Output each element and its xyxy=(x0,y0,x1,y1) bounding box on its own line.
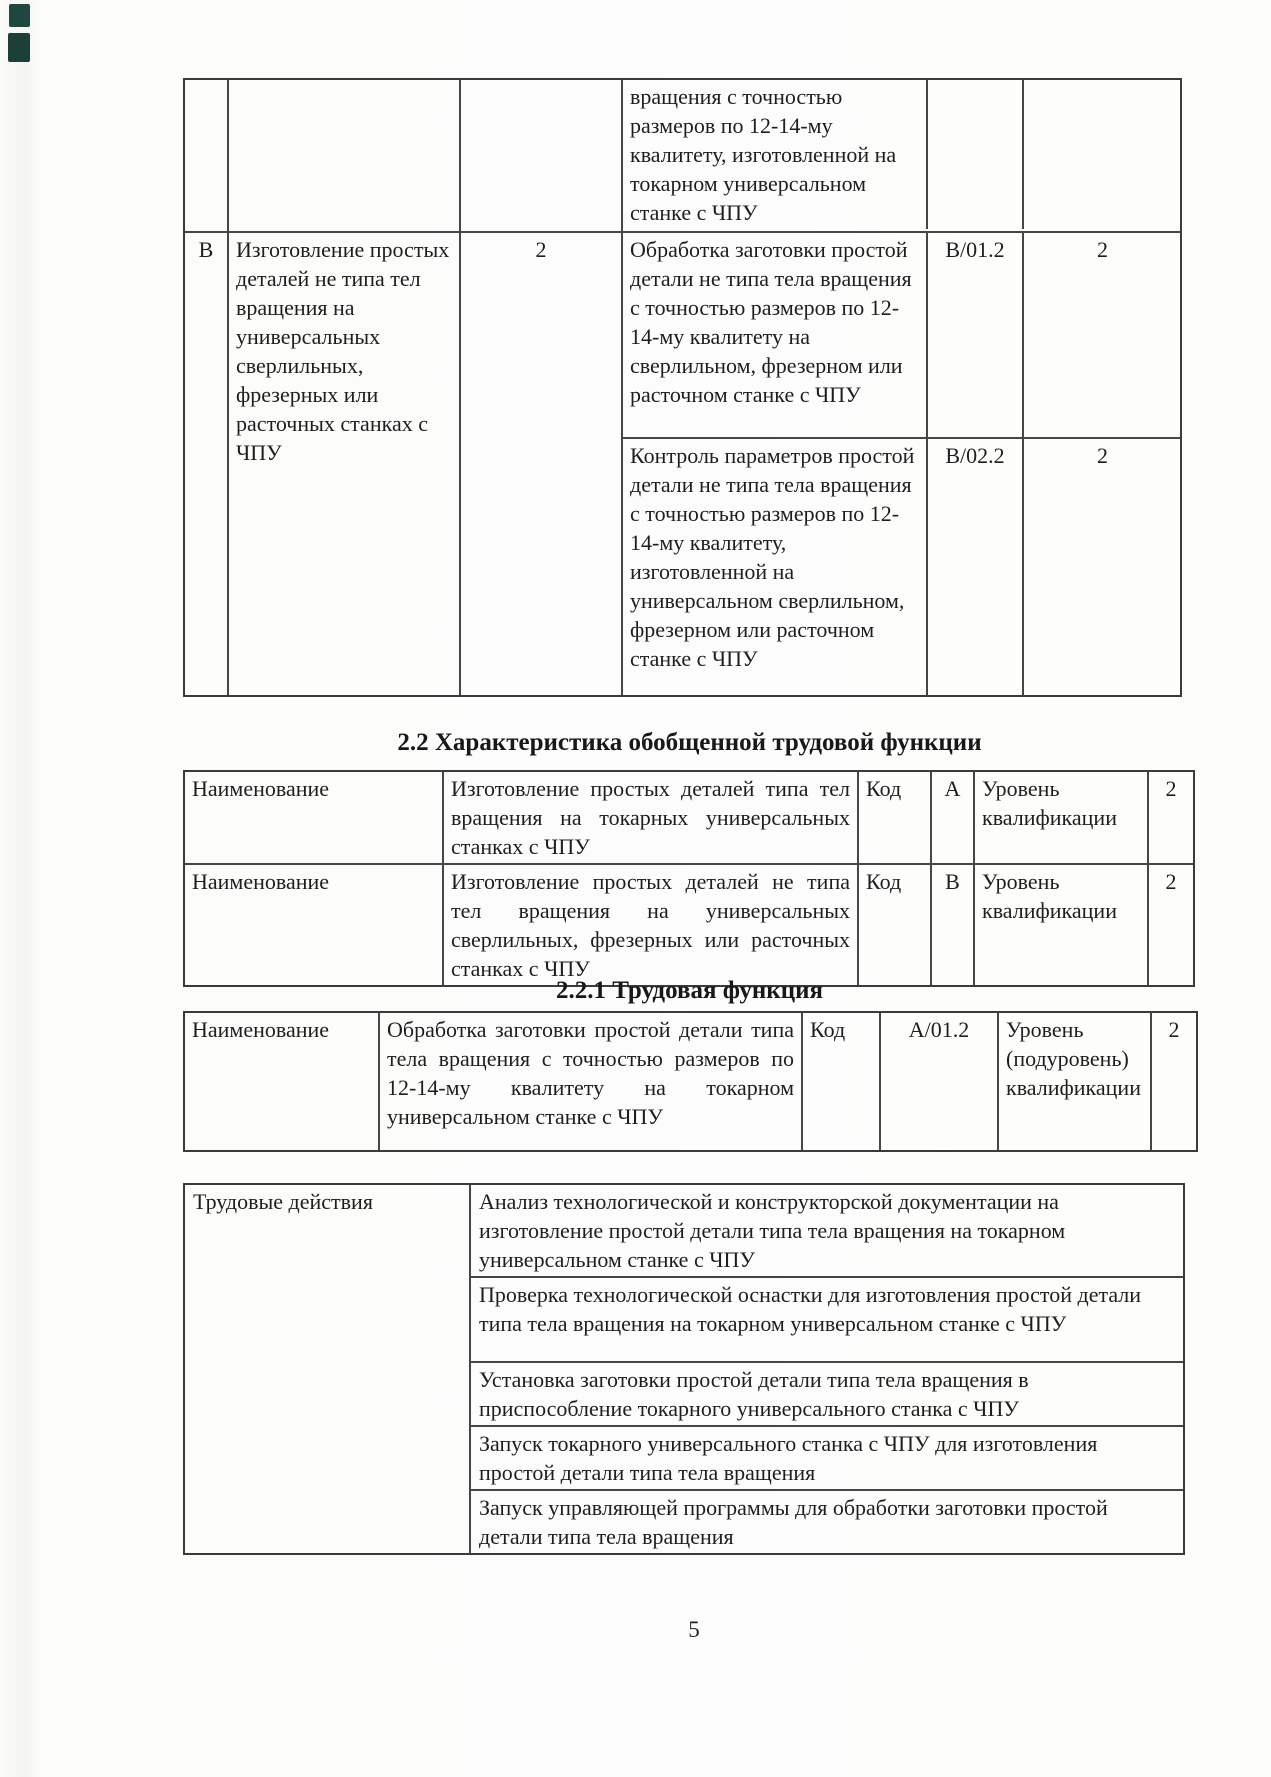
tf-name-cell: Контроль параметров простой детали не типа тела вращения с точностью размеров по 12-14-му квалитету, изготовленной на универсальном сверлильном, фрезерном или расточном станке с ЧПУ xyxy=(630,443,915,671)
generalized-function-table xyxy=(183,770,1195,987)
labor-actions-table xyxy=(183,1183,1185,1555)
actions-label-cell: Трудовые действия xyxy=(185,1185,471,1553)
code-label-cell: Код xyxy=(857,865,930,985)
tf-code-cell xyxy=(926,80,1022,229)
tf-name-cell: вращения с точностью размеров по 12-14-му квалитету, изготовленной на токарном универсальном станке с ЧПУ xyxy=(630,84,897,225)
level-value-cell: 2 xyxy=(1150,1013,1196,1150)
tf-code-cell: В/01.2 xyxy=(926,233,1022,437)
otf-name-cell xyxy=(227,80,459,231)
code-value-cell: А xyxy=(930,772,973,863)
function-name-cell: Обработка заготовки простой детали типа тела вращения с точностью размеров по 12-14-му квалитету на токарном универсальном станке с ЧПУ xyxy=(378,1013,801,1150)
code-value-cell: В xyxy=(930,865,973,985)
name-label-cell: Наименование xyxy=(192,776,330,801)
level-value-cell: 2 xyxy=(1147,865,1193,985)
otf-name-cell: Изготовление простых деталей не типа тел вращения на универсальных сверлильных, фрезерных или расточных станках с ЧПУ xyxy=(227,233,459,695)
tf-code-cell: В/02.2 xyxy=(926,439,1022,695)
name-label-cell: Наименование xyxy=(192,869,330,894)
section-2-2-heading: 2.2 Характеристика обобщенной трудовой функции xyxy=(397,729,982,756)
code-value-cell: А/01.2 xyxy=(879,1013,997,1150)
level-label-cell: Уровень квалификации xyxy=(973,865,1147,985)
page-number: 5 xyxy=(688,1617,700,1642)
code-label-cell: Код xyxy=(801,1013,879,1150)
tf-row-b02 xyxy=(623,437,1180,695)
scan-corner-mark-top xyxy=(9,4,30,27)
gtf-row-b xyxy=(185,863,1193,985)
gtf-row-a xyxy=(185,772,1193,863)
tf-row-b01 xyxy=(623,233,1180,437)
tf-level-cell xyxy=(1022,80,1180,229)
action-item: Запуск токарного универсального станка с ЧПУ для изготовления простой детали типа тела вращения xyxy=(471,1425,1183,1489)
level-label-cell: Уровень квалификации xyxy=(973,772,1147,863)
labor-function-table xyxy=(183,1011,1198,1152)
action-item: Установка заготовки простой детали типа тела вращения в приспособление токарного универсального станка с ЧПУ xyxy=(471,1361,1183,1425)
action-item: Запуск управляющей программы для обработки заготовки простой детали типа тела вращения xyxy=(471,1489,1183,1553)
name-label-cell: Наименование xyxy=(192,1017,330,1042)
action-item: Анализ технологической и конструкторской документации на изготовление простой детали типа тела вращения на токарном универсальном станке с ЧПУ xyxy=(479,1189,1066,1272)
otf-letter-cell: В xyxy=(198,237,214,262)
labor-function-row xyxy=(185,1013,1196,1150)
otf-letter-cell xyxy=(185,80,227,231)
tf-level-cell: 2 xyxy=(1022,439,1180,695)
level-label-cell: Уровень (подуровень) квалификации xyxy=(997,1013,1150,1150)
function-name-cell: Изготовление простых деталей типа тел вращения на токарных универсальных станках с ЧПУ xyxy=(442,772,857,863)
section-2-2-1-heading: 2.2.1 Трудовая функция xyxy=(555,977,824,1004)
otf-row-a-continuation xyxy=(185,80,1180,231)
otf-functions-table xyxy=(183,78,1182,697)
tf-stack xyxy=(621,80,1180,231)
code-label-cell: Код xyxy=(857,772,930,863)
tf-stack xyxy=(621,233,1180,695)
tf-row xyxy=(623,80,1180,229)
tf-name-cell: Обработка заготовки простой детали не типа тела вращения с точностью размеров по 12-14-му квалитету на сверлильном, фрезерном или расточном станке с ЧПУ xyxy=(630,237,912,407)
actions-items xyxy=(471,1185,1183,1553)
function-name-cell: Изготовление простых деталей не типа тел вращения на универсальных сверлильных, фрезерных или расточных станках с ЧПУ xyxy=(442,865,857,985)
level-value-cell: 2 xyxy=(1147,772,1193,863)
scan-corner-mark-bottom xyxy=(8,33,30,62)
tf-level-cell: 2 xyxy=(1022,233,1180,437)
otf-level-cell xyxy=(459,80,621,231)
otf-level-cell: 2 xyxy=(459,233,621,695)
otf-row-b xyxy=(185,231,1180,695)
action-item: Проверка технологической оснастки для изготовления простой детали типа тела вращения на токарном универсальном станке с ЧПУ xyxy=(471,1276,1183,1361)
